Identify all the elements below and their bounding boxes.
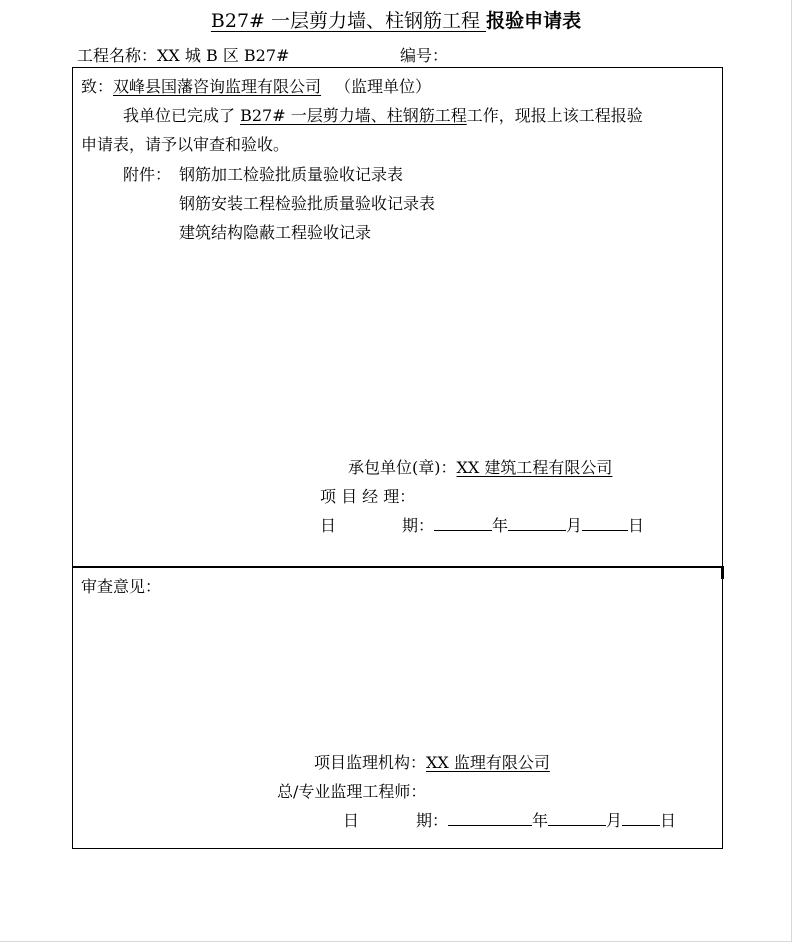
review-date-label-day: 日	[343, 811, 360, 830]
agency-value: XX 监理有限公司	[426, 753, 550, 772]
review-date	[416, 808, 676, 831]
to-label: 致：	[81, 77, 114, 96]
agency-line	[314, 750, 550, 773]
review-month-blank	[548, 810, 606, 826]
form-title	[0, 6, 792, 33]
application-date	[402, 513, 644, 536]
review-section	[72, 567, 723, 849]
body-line-2: 申请表，请予以审查和验收。	[81, 135, 290, 154]
number-label: 编号：	[400, 46, 449, 65]
body-suffix: 工作，现报上该工程报验	[466, 106, 643, 125]
engineer-label: 总/专业监理工程师：	[277, 782, 427, 801]
review-year-label: 年	[532, 811, 549, 830]
date-label-day: 日	[320, 516, 337, 535]
attachment-item: 建筑结构隐蔽工程验收记录	[179, 223, 372, 242]
month-blank	[508, 515, 566, 531]
supervisor-role: （监理单位）	[335, 77, 432, 96]
project-name-label: 工程名称：	[77, 46, 158, 65]
review-day-blank	[622, 810, 660, 826]
to-line	[81, 74, 431, 97]
title-form: 报验申请表	[486, 10, 582, 32]
review-day-label: 日	[660, 811, 677, 830]
attachment-item: 钢筋加工检验批质量验收记录表	[179, 165, 404, 184]
month-label: 月	[566, 516, 583, 535]
project-name	[77, 43, 289, 66]
opinion-label: 审查意见：	[81, 577, 162, 596]
contractor-label: 承包单位(章)：	[348, 458, 457, 477]
body-line-1	[123, 103, 643, 126]
year-label: 年	[492, 516, 509, 535]
body-work: B27# 一层剪力墙、柱钢筋工程	[240, 106, 467, 125]
manager-label: 项 目 经 理：	[320, 487, 416, 506]
day-label: 日	[628, 516, 645, 535]
attachment-item: 钢筋安装工程检验批质量验收记录表	[179, 194, 436, 213]
date-label-period: 期：	[402, 516, 435, 535]
contractor-value: XX 建筑工程有限公司	[456, 458, 613, 477]
body-prefix: 我单位已完成了	[123, 106, 241, 125]
attachments-label: 附件：	[123, 165, 172, 184]
year-blank	[434, 515, 492, 531]
supervisor-company: 双峰县国藩咨询监理有限公司	[113, 77, 322, 96]
review-year-blank	[448, 810, 532, 826]
contractor-line	[348, 455, 612, 478]
title-project: B27# 一层剪力墙、柱钢筋工程	[210, 10, 487, 32]
review-date-label-period: 期：	[416, 811, 449, 830]
day-blank	[582, 515, 628, 531]
project-name-value: XX 城 B 区 B27#	[157, 46, 290, 65]
agency-label: 项目监理机构：	[314, 753, 427, 772]
review-month-label: 月	[606, 811, 623, 830]
